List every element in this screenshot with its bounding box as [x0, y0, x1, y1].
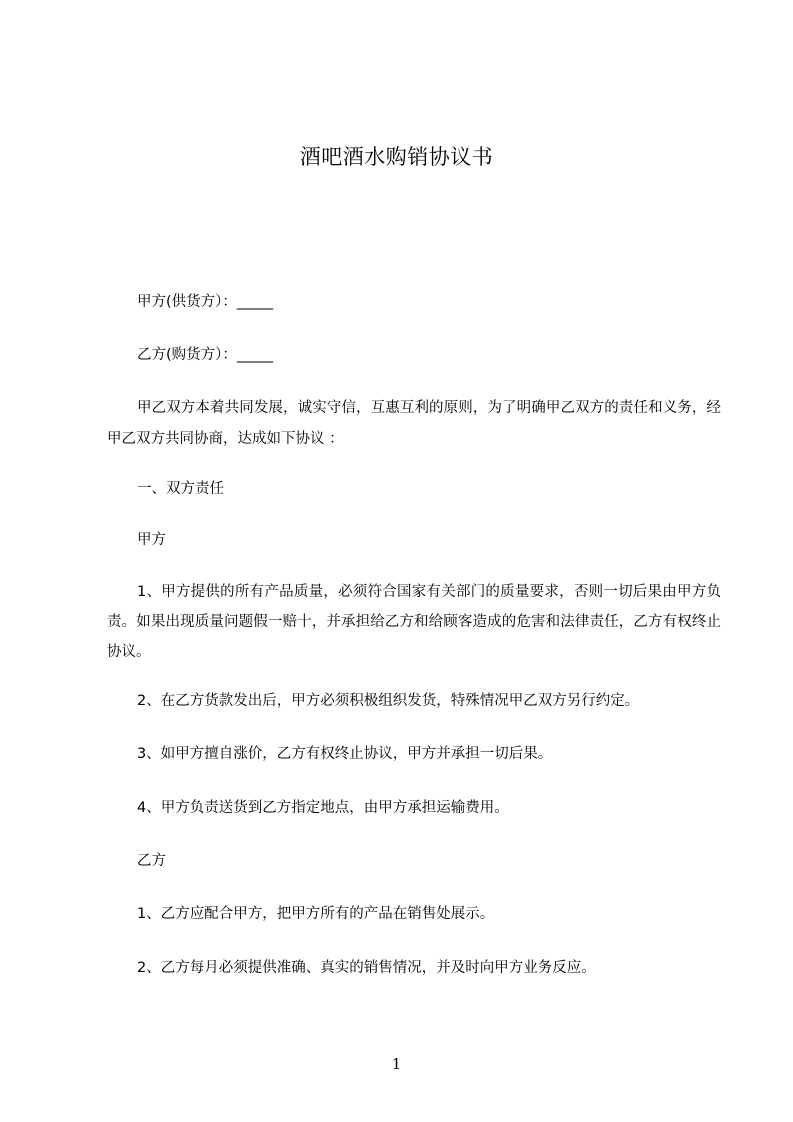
intro-paragraph: 甲乙双方本着共同发展，诚实守信，互惠互利的原则，为了明确甲乙双方的责任和义务，经甲乙双方共同协商，达成如下协议 ： [107, 400, 721, 447]
party-a-line: 甲方(供货方）：_____ [137, 294, 274, 310]
party-a-clause-3: 3、如甲方擅自涨价，乙方有权终止协议，甲方并承担一切后果。 [137, 746, 553, 762]
party-b-clause-1: 1、乙方应配合甲方，把甲方所有的产品在销售处展示。 [137, 906, 495, 922]
party-a-clause-1: 1、甲方提供的所有产品质量，必须符合国家有关部门的质量要求，否则一切后果由甲方负责。如果出现质量问题假一赔十，并承担给乙方和给顾客造成的危害和法律责任，乙方有权终止协议。 [107, 584, 721, 660]
party-b-heading: 乙方 [137, 853, 166, 869]
party-b-line: 乙方(购货方）：_____ [137, 347, 274, 363]
page-number: 1 [391, 1055, 402, 1073]
party-a-clause-4: 4、甲方负责送货到乙方指定地点，由甲方承担运输费用。 [137, 800, 509, 816]
party-a-clause-2: 2、在乙方货款发出后，甲方必须积极组织发货，特殊情况甲乙双方另行约定。 [137, 693, 640, 709]
party-a-heading: 甲方 [137, 532, 166, 548]
party-b-clause-2: 2、乙方每月必须提供准确、真实的销售情况，并及时向甲方业务反应。 [137, 960, 596, 976]
section-heading-responsibilities: 一、双方责任 [137, 481, 224, 497]
document-title: 酒吧酒水购销协议书 [299, 145, 494, 169]
